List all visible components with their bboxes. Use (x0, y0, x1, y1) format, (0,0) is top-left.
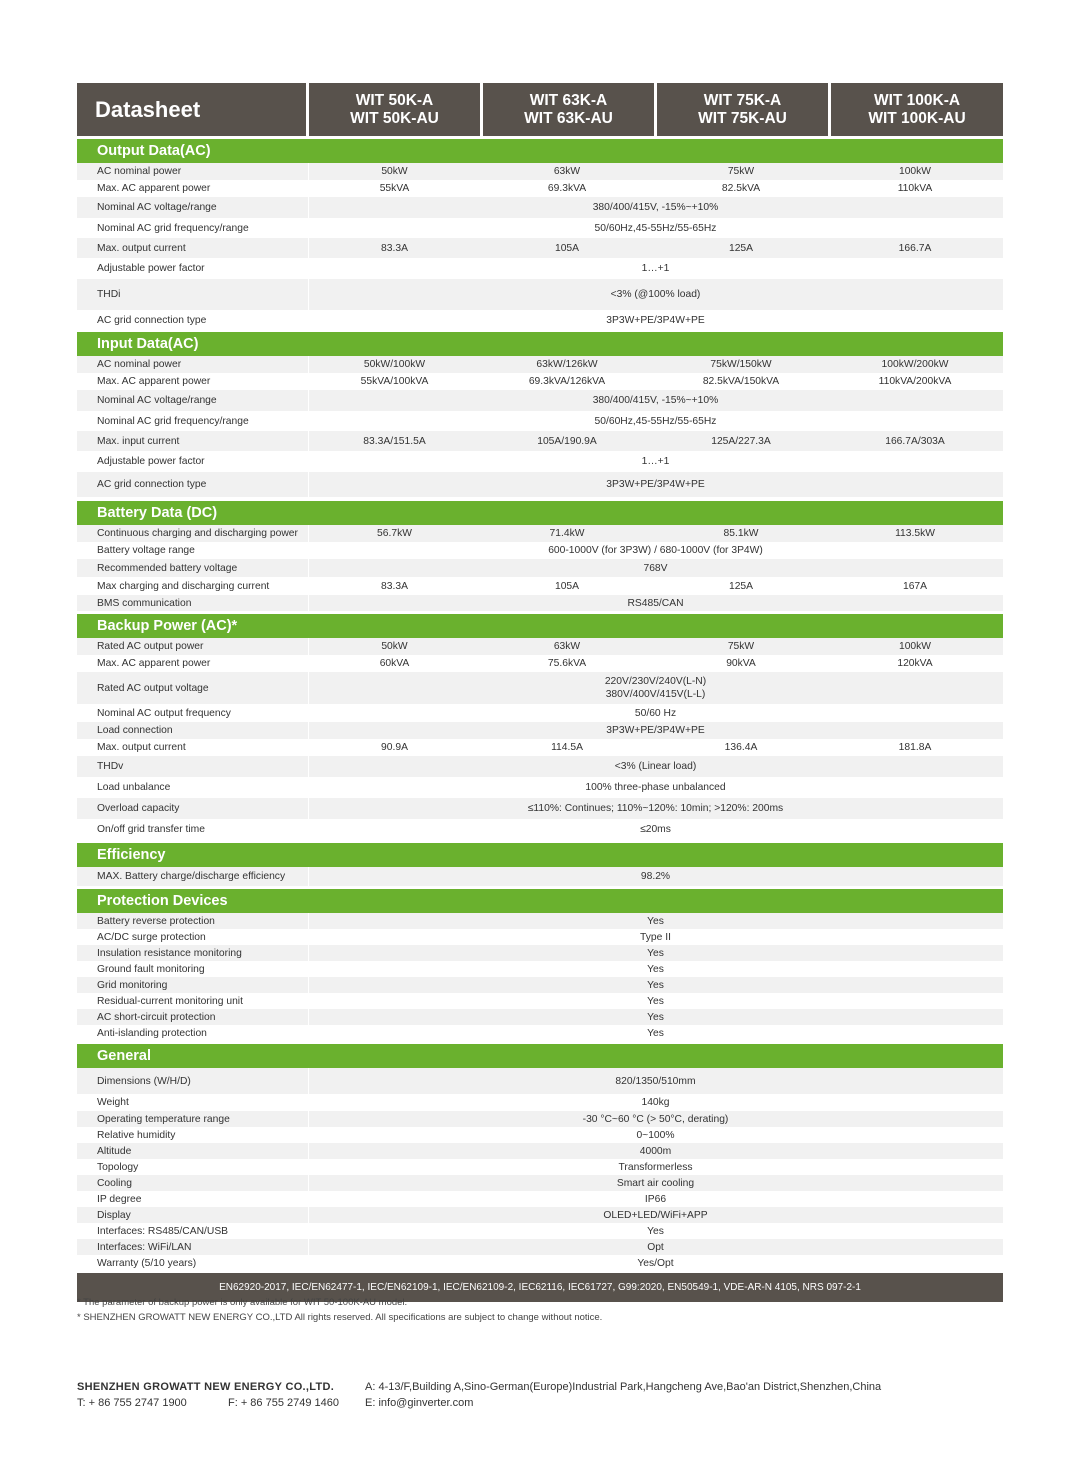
row-label: AC nominal power (77, 356, 309, 373)
row-label: Load connection (77, 722, 309, 739)
company-name: SHENZHEN GROWATT NEW ENERGY CO.,LTD. (77, 1381, 335, 1393)
row-value: 55kVA/100kVA (360, 376, 429, 387)
row-value: 110kVA/200kVA (878, 376, 952, 387)
row-label: Rated AC output voltage (77, 672, 309, 704)
row-label: Topology (77, 1159, 309, 1175)
row-label: Operating temperature range (77, 1111, 309, 1127)
table-row (77, 356, 1003, 373)
row-value: 50kW (381, 166, 408, 177)
row-value-merged: ≤110%: Continues; 110%~120%: 10min; >120%: 200ms (527, 803, 784, 814)
row-label: IP degree (77, 1191, 309, 1207)
company-phone: T: + 86 755 2747 1900 (77, 1397, 187, 1409)
table-row (77, 722, 1003, 739)
row-value: 114.5A (551, 742, 583, 753)
row-value: 166.7A (898, 242, 932, 254)
section-header: Backup Power (AC)* (77, 614, 1003, 638)
section-rows (77, 867, 1003, 886)
row-label: Max. AC apparent power (77, 373, 309, 390)
row-value-merged: 220V/230V/240V(L-N) 380V/400V/415V(L-L) (604, 676, 707, 700)
row-value-merged: OLED+LED/WiFi+APP (603, 1209, 708, 1221)
table-row (77, 993, 1003, 1009)
table-row (77, 218, 1003, 238)
row-value-merged: 4000m (639, 1145, 672, 1157)
row-label: Weight (77, 1094, 309, 1111)
table-row (77, 655, 1003, 672)
row-value: 90kVA (726, 658, 756, 669)
table-row (77, 1025, 1003, 1041)
row-value-merged: <3% (@100% load) (610, 289, 701, 300)
table-row (77, 913, 1003, 929)
row-label: MAX. Battery charge/discharge efficiency (77, 867, 309, 886)
section-rows (77, 163, 1003, 330)
table-row (77, 1159, 1003, 1175)
table-row (77, 777, 1003, 798)
table-row (77, 1255, 1003, 1271)
table-row (77, 1127, 1003, 1143)
row-label: Nominal AC grid frequency/range (77, 218, 309, 238)
row-value-merged: Yes (647, 947, 664, 959)
row-value: 110kVA (897, 183, 933, 194)
table-row (77, 1111, 1003, 1127)
table-row (77, 559, 1003, 577)
row-label: Max. output current (77, 739, 309, 756)
model-column-2 (483, 83, 654, 136)
model-name: WIT 100K-AU (868, 109, 966, 127)
row-label: Dimensions (W/H/D) (77, 1068, 309, 1094)
row-label: On/off grid transfer time (77, 819, 309, 840)
row-value: 85.1kW (723, 528, 759, 539)
row-value: 105A (554, 242, 580, 254)
row-label: Relative humidity (77, 1127, 309, 1143)
row-label: Nominal AC output frequency (77, 704, 309, 722)
row-value-merged: <3% (Linear load) (614, 761, 697, 772)
row-label: Load unbalance (77, 777, 309, 798)
table-row (77, 411, 1003, 431)
footnote: * The parameter of backup power is only available for WIT 50-100K-AU model. (77, 1297, 408, 1308)
row-value-merged: 3P3W+PE/3P4W+PE (606, 479, 705, 490)
row-value-merged: 768V (643, 562, 668, 574)
row-value-merged: Type II (640, 931, 671, 943)
row-value-merged: Yes (647, 1027, 664, 1039)
section-header: Battery Data (DC) (77, 501, 1003, 525)
table-row (77, 373, 1003, 390)
row-label: Max. input current (77, 431, 309, 451)
table-row (77, 390, 1003, 411)
row-label: Battery reverse protection (77, 913, 309, 929)
datasheet-table (77, 83, 1003, 1302)
section-header: Protection Devices (77, 889, 1003, 913)
row-value: 75kW/150kW (710, 359, 772, 370)
row-value: 63kW/126kW (536, 359, 598, 370)
table-row (77, 1223, 1003, 1239)
row-label: Max. AC apparent power (77, 655, 309, 672)
table-row (77, 238, 1003, 258)
table-row (77, 431, 1003, 451)
row-value-merged: -30 °C~60 °C (> 50°C, derating) (582, 1113, 729, 1125)
row-label: BMS communication (77, 595, 309, 611)
row-value-merged: Yes (647, 963, 664, 975)
table-row (77, 1175, 1003, 1191)
row-label: Nominal AC voltage/range (77, 390, 309, 411)
row-label: Max. AC apparent power (77, 180, 309, 197)
row-label: AC short-circuit protection (77, 1009, 309, 1025)
table-row (77, 1094, 1003, 1111)
table-row (77, 163, 1003, 180)
row-value: 63kW (553, 641, 581, 652)
row-label: AC grid connection type (77, 472, 309, 497)
section-header: Efficiency (77, 843, 1003, 867)
row-value-merged: Yes (647, 915, 664, 927)
row-value-merged: 1…+1 (641, 263, 670, 274)
row-value-merged: Yes/Opt (637, 1257, 674, 1269)
row-label: Display (77, 1207, 309, 1223)
row-label: Recommended battery voltage (77, 559, 309, 577)
table-row (77, 279, 1003, 310)
row-value-merged: 3P3W+PE/3P4W+PE (606, 314, 705, 326)
model-name: WIT 75K-AU (698, 109, 787, 127)
table-row (77, 1143, 1003, 1159)
table-row (77, 451, 1003, 472)
datasheet-title: Datasheet (77, 83, 306, 136)
table-row (77, 867, 1003, 886)
row-value: 50kW (381, 641, 408, 652)
table-row (77, 310, 1003, 330)
table-row (77, 756, 1003, 777)
row-label: Adjustable power factor (77, 258, 309, 279)
row-label: THDi (77, 279, 309, 310)
footnote: * SHENZHEN GROWATT NEW ENERGY CO.,LTD All rights reserved. All specifications are subject to change without notice. (77, 1311, 603, 1323)
row-value: 63kW (553, 166, 581, 177)
row-label: Max. output current (77, 238, 309, 258)
model-column-1 (309, 83, 480, 136)
row-value: 75kW (727, 641, 755, 652)
table-row (77, 472, 1003, 497)
table-row (77, 197, 1003, 218)
table-row (77, 1207, 1003, 1223)
row-value: 136.4A (724, 742, 758, 753)
row-value: 113.5kW (895, 528, 935, 539)
table-row (77, 1239, 1003, 1255)
row-value-merged: Smart air cooling (616, 1177, 695, 1189)
company-email: E: info@ginverter.com (365, 1397, 474, 1409)
row-value: 60kVA (379, 658, 410, 669)
row-label: Continuous charging and discharging power (77, 525, 309, 542)
row-value-merged: Yes (647, 1225, 664, 1237)
row-label: Nominal AC grid frequency/range (77, 411, 309, 431)
company-fax: F: + 86 755 2749 1460 (228, 1397, 340, 1409)
table-row (77, 739, 1003, 756)
section-header: Input Data(AC) (77, 332, 1003, 356)
row-value: 69.3kVA (547, 183, 587, 194)
row-label: Insulation resistance monitoring (77, 945, 309, 961)
row-value-merged: ≤20ms (640, 824, 671, 835)
row-value: 105A (554, 580, 580, 592)
row-label: Anti-islanding protection (77, 1025, 309, 1041)
row-label: Nominal AC voltage/range (77, 197, 309, 218)
row-value-merged: RS485/CAN (627, 597, 684, 609)
row-value: 50kW/100kW (363, 359, 426, 370)
row-value: 83.3A/151.5A (363, 435, 426, 447)
section-header: Output Data(AC) (77, 139, 1003, 163)
table-row (77, 1191, 1003, 1207)
model-name: WIT 63K-A (529, 91, 608, 109)
row-value: 83.3A (381, 580, 408, 592)
table-row (77, 929, 1003, 945)
company-address: A: 4-13/F,Building A,Sino-German(Europe)Industrial Park,Hangcheng Ave,Bao'an District,Shenzhen,China (365, 1381, 882, 1393)
row-value: 82.5kVA (721, 183, 761, 194)
row-value: 100kW (898, 166, 932, 177)
footnotes (77, 1296, 602, 1325)
row-label: AC grid connection type (77, 310, 309, 330)
row-label: Altitude (77, 1143, 309, 1159)
section-rows (77, 1068, 1003, 1271)
section-header: General (77, 1044, 1003, 1068)
row-value-merged: Yes (647, 1011, 664, 1023)
section-rows (77, 356, 1003, 497)
row-value-merged: Yes (647, 995, 664, 1007)
row-value-merged: Opt (647, 1241, 664, 1253)
row-value: 166.7A/303A (885, 435, 945, 447)
row-label: AC nominal power (77, 163, 309, 180)
table-row (77, 577, 1003, 595)
table-row (77, 819, 1003, 840)
row-value: 100kW/200kW (881, 359, 949, 370)
model-name: WIT 75K-A (703, 91, 782, 109)
row-value: 125A/227.3A (711, 435, 771, 447)
model-column-3 (657, 83, 828, 136)
section-rows (77, 638, 1003, 840)
table-row (77, 258, 1003, 279)
row-value: 125A (728, 242, 754, 254)
row-value-merged: 380/400/415V, -15%~+10% (592, 395, 719, 406)
row-label: Ground fault monitoring (77, 961, 309, 977)
row-value-merged: IP66 (644, 1193, 667, 1205)
row-value: 56.7kW (377, 528, 412, 539)
table-row (77, 180, 1003, 197)
model-name: WIT 50K-AU (350, 109, 439, 127)
table-body (77, 139, 1003, 1271)
row-value: 71.4kW (549, 528, 585, 539)
table-row (77, 525, 1003, 542)
row-value: 120kVA (897, 658, 933, 669)
table-header (77, 83, 1003, 136)
row-label: Rated AC output power (77, 638, 309, 655)
row-value-merged: 50/60 Hz (634, 707, 677, 719)
row-value-merged: 600-1000V (for 3P3W) / 680-1000V (for 3P4W) (548, 545, 763, 556)
row-label: AC/DC surge protection (77, 929, 309, 945)
row-label: Residual-current monitoring unit (77, 993, 309, 1009)
table-row (77, 1009, 1003, 1025)
table-row (77, 945, 1003, 961)
row-value-merged: 3P3W+PE/3P4W+PE (606, 725, 705, 736)
table-row (77, 638, 1003, 655)
row-value-merged: 50/60Hz,45-55Hz/55-65Hz (594, 415, 717, 427)
row-label: Warranty (5/10 years) (77, 1255, 309, 1271)
row-value-merged: Transformerless (618, 1161, 693, 1173)
table-row (77, 977, 1003, 993)
table-row (77, 961, 1003, 977)
row-value: 75.6kVA (547, 658, 587, 669)
row-value: 105A/190.9A (537, 435, 597, 447)
row-value: 90.9A (381, 742, 408, 753)
table-row (77, 542, 1003, 559)
row-label: Interfaces: RS485/CAN/USB (77, 1223, 309, 1239)
row-value-merged: 140kg (641, 1097, 670, 1108)
model-column-4 (831, 83, 1003, 136)
model-name: WIT 63K-AU (524, 109, 613, 127)
row-value-merged: Yes (647, 979, 664, 991)
row-label: Cooling (77, 1175, 309, 1191)
section-rows (77, 525, 1003, 611)
row-label: Battery voltage range (77, 542, 309, 559)
table-row (77, 704, 1003, 722)
row-label: THDv (77, 756, 309, 777)
row-value: 181.8A (898, 742, 932, 753)
row-value: 100kW (898, 641, 932, 652)
row-value-merged: 1…+1 (641, 456, 670, 467)
row-label: Overload capacity (77, 798, 309, 819)
table-row (77, 1068, 1003, 1094)
row-value-merged: 380/400/415V, -15%~+10% (592, 202, 719, 213)
company-footer (77, 1379, 881, 1411)
row-label: Adjustable power factor (77, 451, 309, 472)
row-value: 83.3A (381, 242, 408, 254)
row-value: 55kVA (379, 183, 410, 194)
row-label: Max charging and discharging current (77, 577, 309, 595)
row-value-merged: 98.2% (640, 871, 671, 882)
certification-standards: EN62920-2017, IEC/EN62477-1, IEC/EN62109-1, IEC/EN62109-2, IEC62116, IEC61727, G99:2020, EN50549-1, VDE-AR-N 4105, NRS 097-2-1 (77, 1273, 1003, 1302)
row-value-merged: 0~100% (636, 1129, 675, 1141)
row-value-merged: 50/60Hz,45-55Hz/55-65Hz (594, 222, 717, 234)
row-label: Grid monitoring (77, 977, 309, 993)
row-value-merged: 100% three-phase unbalanced (585, 782, 726, 793)
row-value: 69.3kVA/126kVA (528, 376, 606, 387)
model-name: WIT 100K-A (873, 91, 961, 109)
model-name: WIT 50K-A (355, 91, 434, 109)
table-row (77, 595, 1003, 611)
row-value: 82.5kVA/150kVA (702, 376, 780, 387)
table-row (77, 798, 1003, 819)
row-value: 167A (902, 580, 928, 592)
row-label: Interfaces: WiFi/LAN (77, 1239, 309, 1255)
section-rows (77, 913, 1003, 1041)
row-value: 75kW (727, 166, 755, 177)
row-value-merged: 820/1350/510mm (615, 1075, 696, 1087)
table-row (77, 672, 1003, 704)
row-value: 125A (728, 580, 754, 592)
